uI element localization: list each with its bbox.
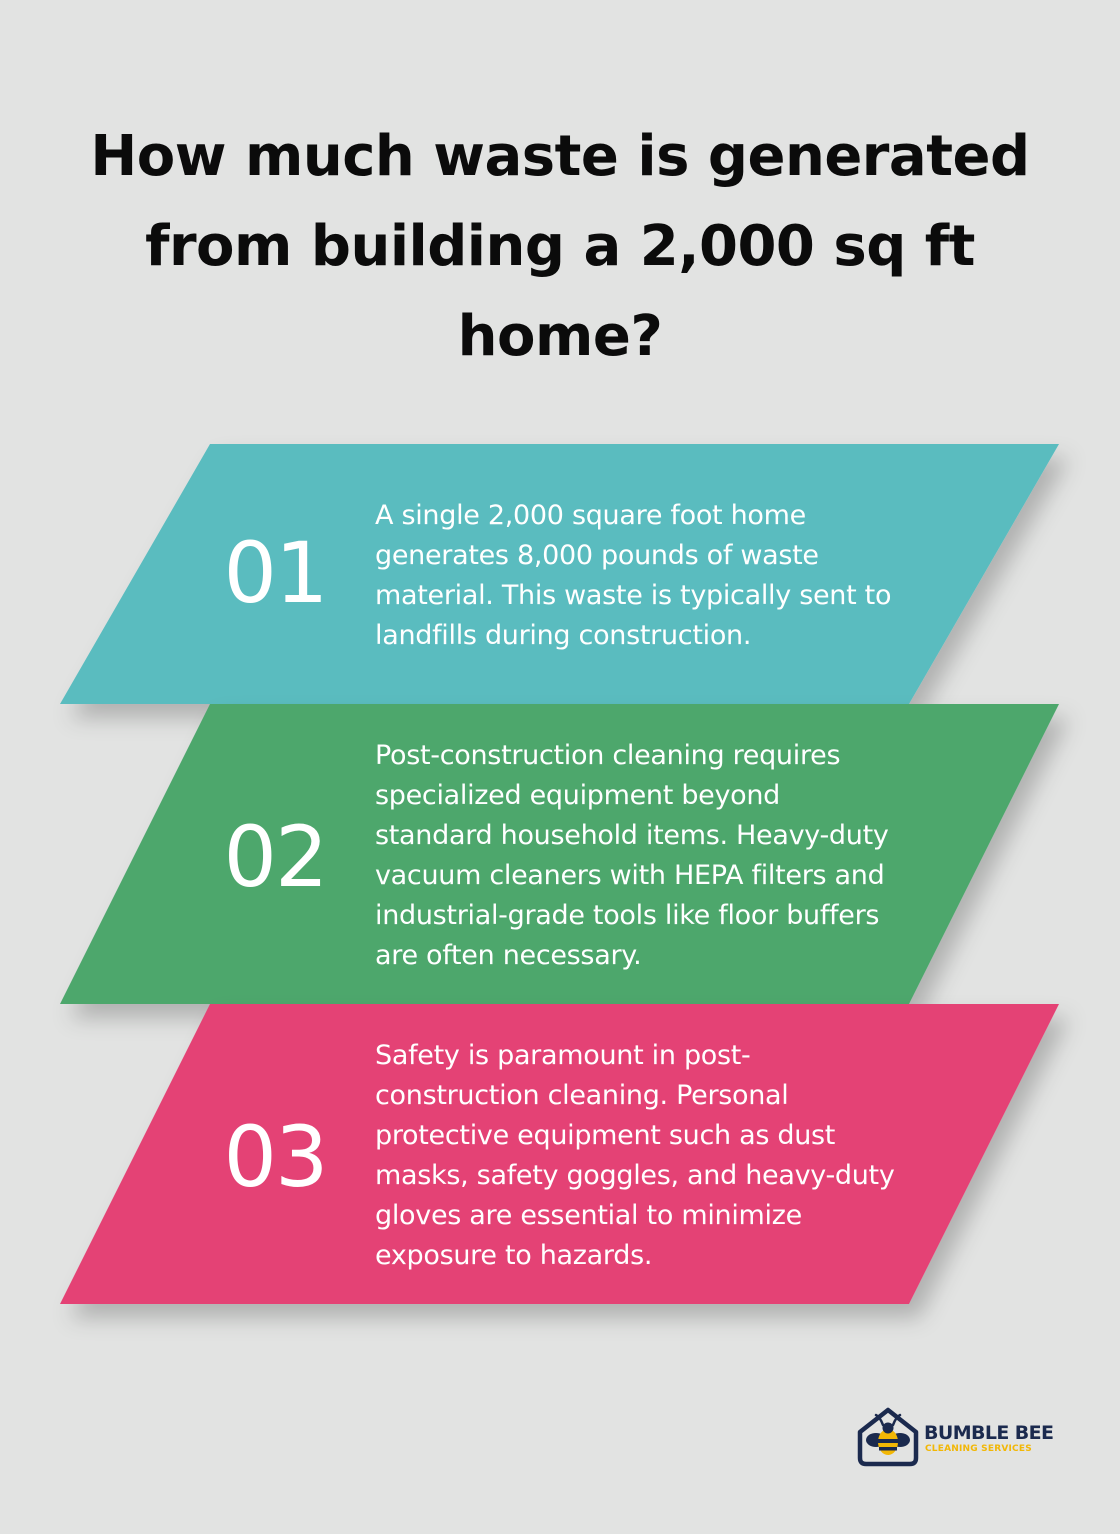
- step-description: Safety is paramount in post-construction cleaning. Personal protective equipment such as dust masks, safety goggles, and heavy-duty gloves are essential to minimize exposure to hazards.: [375, 1040, 895, 1271]
- bee-house-icon: [852, 1398, 924, 1468]
- step-card-02: [0, 704, 1120, 1004]
- step-description: A single 2,000 square foot home generates 8,000 pounds of waste material. This waste is typically sent to landfills during construction.: [375, 500, 892, 651]
- page-title: How much waste is generated from building a 2,000 sq ft home?: [90, 124, 1030, 369]
- step-description: Post-construction cleaning requires specialized equipment beyond standard household items. Heavy-duty vacuum cleaners with HEPA filters and industrial-grade tools like floor buffers are often necessary.: [375, 740, 889, 971]
- logo-name: BUMBLE BEE: [924, 1422, 1054, 1444]
- logo-tagline: CLEANING SERVICES: [925, 1444, 1032, 1454]
- step-number: 03: [223, 1108, 327, 1206]
- step-card-01: [0, 444, 1120, 704]
- brand-logo: [852, 1398, 1072, 1468]
- step-card-03: [0, 1004, 1120, 1304]
- step-number: 01: [223, 524, 327, 622]
- step-number: 02: [223, 808, 327, 906]
